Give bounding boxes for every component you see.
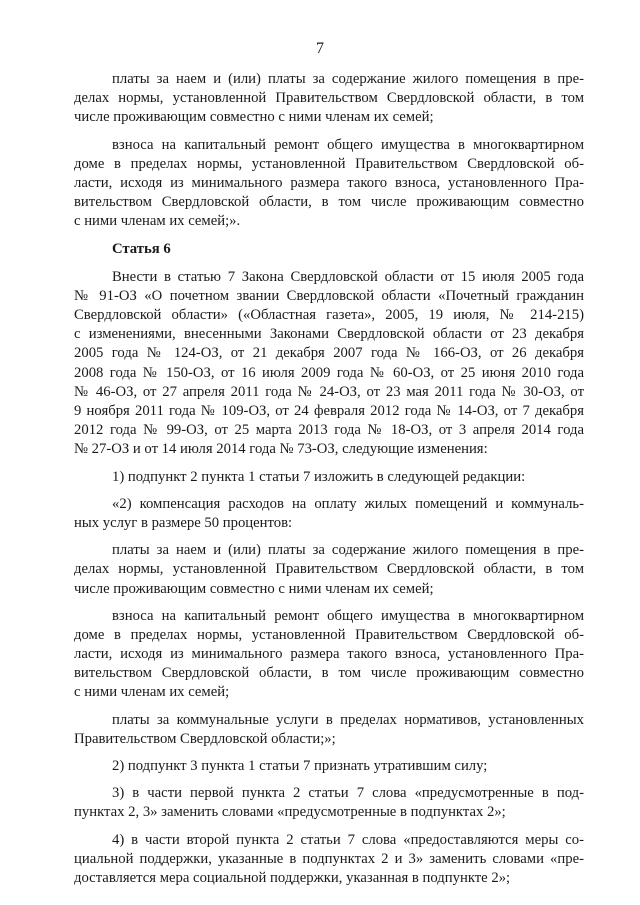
- text-line: № 46-ОЗ, от 27 апреля 2011 года № 24-ОЗ, от 23 мая 2011 года № 30-ОЗ, от: [74, 383, 584, 400]
- text-line: делах нормы, установленной Правительством Свердловской области, в том: [74, 90, 584, 107]
- text-line: Свердловской области» («Областная газета», 2005, 19 июля, № 214-215): [74, 307, 584, 324]
- text-line: вительством Свердловской области, в том числе проживающим совместно: [74, 194, 584, 211]
- text-line: с ними членам их семей;: [74, 684, 230, 701]
- paragraph: [74, 468, 584, 487]
- text-line: числе проживающим совместно с ними членам их семей;: [74, 580, 434, 597]
- article-paragraphs: [74, 268, 584, 888]
- text-line: вительством Свердловской области, в том числе проживающим совместно: [74, 665, 584, 682]
- text-line: доме в пределах нормы, установленной Правительством Свердловской об-: [74, 155, 584, 172]
- text-line: циальной поддержки, указанные в подпунктах 2 и 3» заменить словами «пре-: [74, 850, 584, 867]
- text-line: 4) в части второй пункта 2 статьи 7 слова «предоставляются меры со-: [112, 831, 584, 848]
- text-line: 2) подпункт 3 пункта 1 статьи 7 признать утратившим силу;: [112, 758, 488, 775]
- text-line: Правительством Свердловской области;»;: [74, 730, 336, 747]
- paragraph: [74, 831, 584, 889]
- text-line: с ними членам их семей;».: [74, 213, 241, 230]
- text-line: ных услуг в размере 50 процентов:: [74, 514, 293, 531]
- text-line: 3) в части первой пункта 2 статьи 7 слова «предусмотренные в под-: [112, 785, 584, 802]
- text-line: доставляется мера социальной поддержки, указанная в подпункте 2»;: [74, 869, 511, 886]
- text-line: платы за наем и (или) платы за содержание жилого помещения в пре-: [112, 542, 584, 559]
- text-line: числе проживающим совместно с ними членам их семей;: [74, 109, 434, 126]
- text-line: № 91-ОЗ «О почетном звании Свердловской области «Почетный гражданин: [74, 287, 584, 304]
- page-number: 7: [316, 40, 324, 57]
- paragraph: [74, 607, 584, 703]
- document-body: [74, 70, 584, 896]
- text-line: платы за коммунальные услуги в пределах нормативов, установленных: [112, 711, 584, 728]
- preceding-paragraphs: [74, 70, 584, 232]
- paragraph: [74, 136, 584, 232]
- paragraph: [74, 784, 584, 822]
- text-line: взноса на капитальный ремонт общего имущества в многоквартирном: [112, 607, 584, 624]
- paragraph: [74, 268, 584, 460]
- paragraph: [74, 757, 584, 776]
- text-line: «2) компенсация расходов на оплату жилых помещений и коммуналь-: [112, 495, 584, 512]
- text-line: платы за наем и (или) платы за содержание жилого помещения в пре-: [112, 71, 584, 87]
- text-line: пунктах 2, 3» заменить словами «предусмотренные в подпунктах 2»;: [74, 804, 506, 821]
- text-line: 1) подпункт 2 пункта 1 статьи 7 изложить в следующей редакции:: [112, 468, 526, 485]
- text-line: 9 ноября 2011 года № 109-ОЗ, от 24 февраля 2012 года № 14-ОЗ, от 7 декабря: [74, 403, 584, 420]
- text-line: взноса на капитальный ремонт общего имущества в многоквартирном: [112, 136, 584, 153]
- text-line: делах нормы, установленной Правительством Свердловской области, в том: [74, 561, 584, 578]
- article-heading: Статья 6: [112, 240, 171, 257]
- text-line: № 27-ОЗ и от 14 июля 2014 года № 73-ОЗ, следующие изменения:: [74, 441, 488, 458]
- text-line: 2008 года № 150-ОЗ, от 16 июля 2009 года № 60-ОЗ, от 25 июня 2010 года: [74, 364, 584, 381]
- text-line: ласти, исходя из минимального размера такого взноса, установленного Пра-: [74, 646, 584, 663]
- text-line: Внести в статью 7 Закона Свердловской области от 15 июля 2005 года: [112, 268, 584, 285]
- paragraph: [74, 541, 584, 599]
- text-line: доме в пределах нормы, установленной Правительством Свердловской об-: [74, 626, 584, 643]
- text-line: 2012 года № 99-ОЗ, от 25 марта 2013 года № 18-ОЗ, от 3 апреля 2014 года: [74, 422, 584, 439]
- paragraph: [74, 711, 584, 749]
- text-line: 2005 года № 124-ОЗ, от 21 декабря 2007 года № 166-ОЗ, от 26 декабря: [74, 345, 584, 362]
- paragraph: [74, 70, 584, 128]
- text-line: с изменениями, внесенными Законами Свердловской области от 23 декабря: [74, 326, 584, 343]
- text-line: ласти, исходя из минимального размера такого взноса, установленного Пра-: [74, 174, 584, 191]
- paragraph: [74, 495, 584, 533]
